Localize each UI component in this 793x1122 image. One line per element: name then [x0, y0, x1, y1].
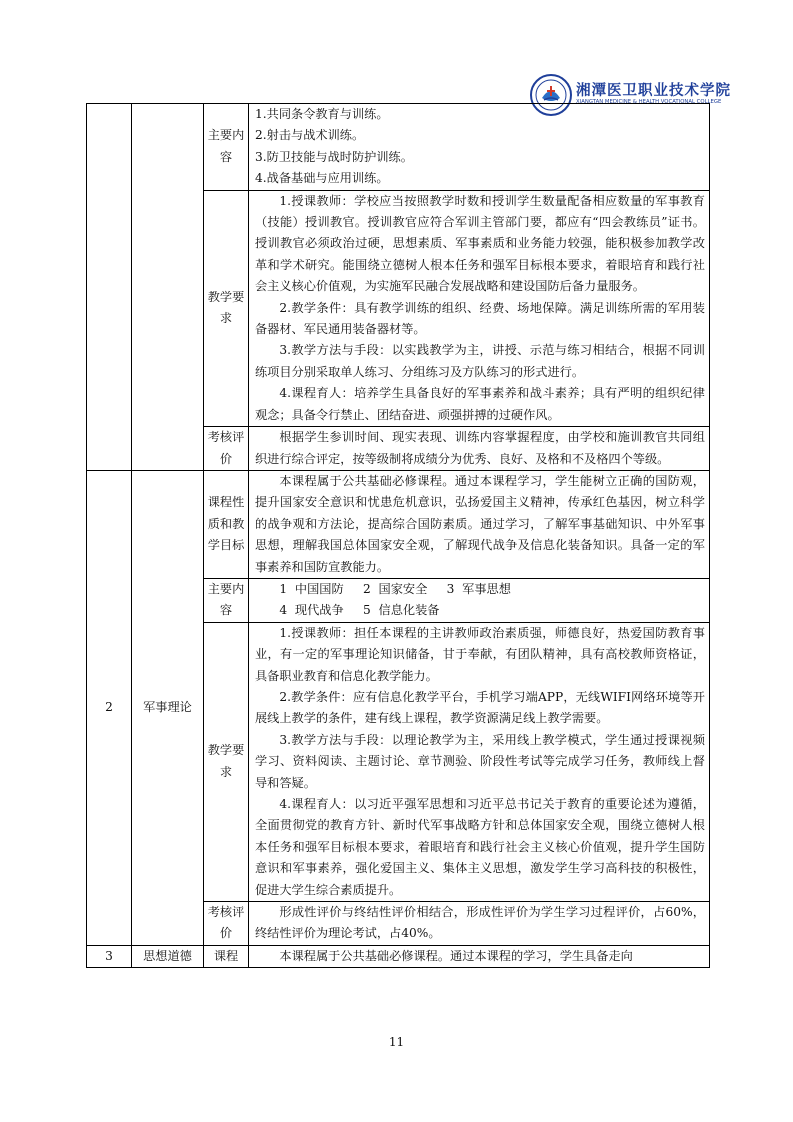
assessment-label-cell [204, 902, 249, 946]
paragraph: 本课程属于公共基础必修课程。通过本课程学习，学生能树立正确的国防观，提升国家安全意识和忧患危机意识，弘扬爱国主义精神，传承红色基因，树立科学的战争观和方法论，提高综合国防素质。通过学习，了解军事基础知识、中外军事思想，理解我国总体国家安全观，了解现代战争及信息化装备知识。具备一定的军事素养和国防宣教能力。 [255, 473, 705, 574]
list-item: 4.战备基础与应用训练。 [255, 171, 389, 186]
teaching-req-label: 教学要求 [207, 743, 245, 779]
paragraph: 4.课程育人：以习近平强军思想和习近平总书记关于教育的重要论述为遵循，全面贯彻党的教育方针、新时代军事战略方针和总体国家安全观，围绕立德树人根本任务和强军目标根本要求，着眼培育和践行社会主义核心价值观，提升学生国防意识和军事素养，强化爱国主义、集体主义思想，激发学生学习高科技的积极性，促进大学生综合素质提升。 [255, 797, 705, 897]
course-label: 课程 [213, 948, 239, 963]
course-name: 思想道德 [143, 948, 192, 963]
course-number-cell [87, 470, 132, 945]
teaching-req-label-cell [204, 190, 249, 426]
list-item: 2.射击与战术训练。 [255, 128, 365, 143]
college-name-cn: 湘潭医卫职业技术学院 [576, 83, 731, 99]
college-name-en: XIANGTAN MEDICINE & HEALTH VOCATIONAL COLLEGE [576, 99, 722, 105]
table-row [87, 104, 710, 191]
nature-cell [249, 470, 710, 578]
course-name-cell [132, 104, 204, 471]
teaching-req-label-cell [204, 622, 249, 901]
course-name-cell [132, 945, 204, 967]
assessment-cell [249, 902, 710, 946]
main-content-label: 主要内容 [207, 128, 245, 164]
paragraph: 2.教学条件：应有信息化教学平台，手机学习端APP，无线WIFI网络环境等开展线上教学的条件，建有线上课程，教学资源满足线上教学需要。 [255, 689, 705, 726]
paragraph: 3.教学方法与手段：以实践教学为主，讲授、示范与练习相结合，根据不同训练项目分别采取单人练习、分组练习及方队练习的形式进行。 [255, 343, 705, 379]
nature-label-cell [204, 470, 249, 578]
main-content-label-cell [204, 578, 249, 622]
course-desc-cell [249, 945, 710, 967]
paragraph: 1.授课教师：担任本课程的主讲教师政治素质强，师德良好，热爱国防教育事业，有一定的军事理论知识储备，甘于奉献，有团队精神，具有高校教师资格证，具备职业教育和信息化教学能力。 [255, 625, 705, 683]
list-item: 1 中国国防 2 国家安全 3 军事思想 [279, 581, 511, 596]
main-content-cell [249, 578, 710, 622]
assessment-label: 考核评价 [207, 430, 245, 466]
paragraph: 4.课程育人：培养学生具备良好的军事素养和战斗素养；具有严明的组织纪律观念；具备令行禁止、团结奋进、顽强拼搏的过硬作风。 [255, 386, 705, 422]
paragraph: 本课程属于公共基础必修课程。通过本课程的学习，学生具备走向 [279, 948, 633, 963]
curriculum-table [86, 103, 710, 968]
assessment-label: 考核评价 [207, 905, 245, 941]
teaching-req-cell [249, 622, 710, 901]
paragraph: 2.教学条件：具有教学训练的组织、经费、场地保障。满足训练所需的军用装备器材、军民通用装备器材等。 [255, 300, 705, 337]
course-name-cell [132, 470, 204, 945]
course-number: 3 [105, 948, 113, 963]
course-number-cell [87, 945, 132, 967]
paragraph: 1.授课教师：学校应当按照教学时数和授训学生数量配备相应数量的军事教育（技能）授训教官。授训教官应符合军训主管部门要，都应有“四会教练员”证书。授训教官必须政治过硬，思想素质、军事素质和业务能力较强，能积极参加教学改革和学术研究。能围绕立德树人根本任务和强军目标根本要求，着眼培育和践行社会主义核心价值观，为实施军民融合发展战略和建设国防后备力量服务。 [255, 193, 705, 294]
paragraph: 形成性评价与终结性评价相结合，形成性评价为学生学习过程评价，占60%，终结性评价为理论考试，占40%。 [255, 905, 705, 941]
table-row [87, 470, 710, 578]
list-item: 1.共同条令教育与训练。 [255, 107, 389, 121]
paragraph: 3.教学方法与手段：以理论教学为主，采用线上教学模式，学生通过授课视频学习、资料阅读、主题讨论、章节测验、阶段性考试等完成学习任务，教师线上督导和答疑。 [255, 732, 705, 790]
paragraph: 根据学生参训时间、现实表现、训练内容掌握程度，由学校和施训教官共同组织进行综合评定，按等级制将成绩分为优秀、良好、及格和不及格四个等级。 [255, 430, 705, 466]
list-item: 3.防卫技能与战时防护训练。 [255, 149, 413, 164]
teaching-req-cell [249, 190, 710, 426]
list-item: 4 现代战争 5 信息化装备 [279, 603, 440, 618]
main-content-label: 主要内容 [207, 581, 245, 618]
teaching-req-label: 教学要求 [207, 289, 245, 326]
assessment-cell [249, 427, 710, 471]
course-name: 军事理论 [143, 700, 192, 715]
table-row [87, 945, 710, 967]
course-label-cell [204, 945, 249, 967]
main-content-cell [249, 104, 710, 191]
nature-label: 课程性质和教学目标 [207, 495, 245, 553]
main-content-label-cell [204, 104, 249, 191]
page-number: 11 [388, 1035, 405, 1049]
assessment-label-cell [204, 427, 249, 471]
course-number-cell [87, 104, 132, 471]
course-number: 2 [105, 700, 113, 715]
